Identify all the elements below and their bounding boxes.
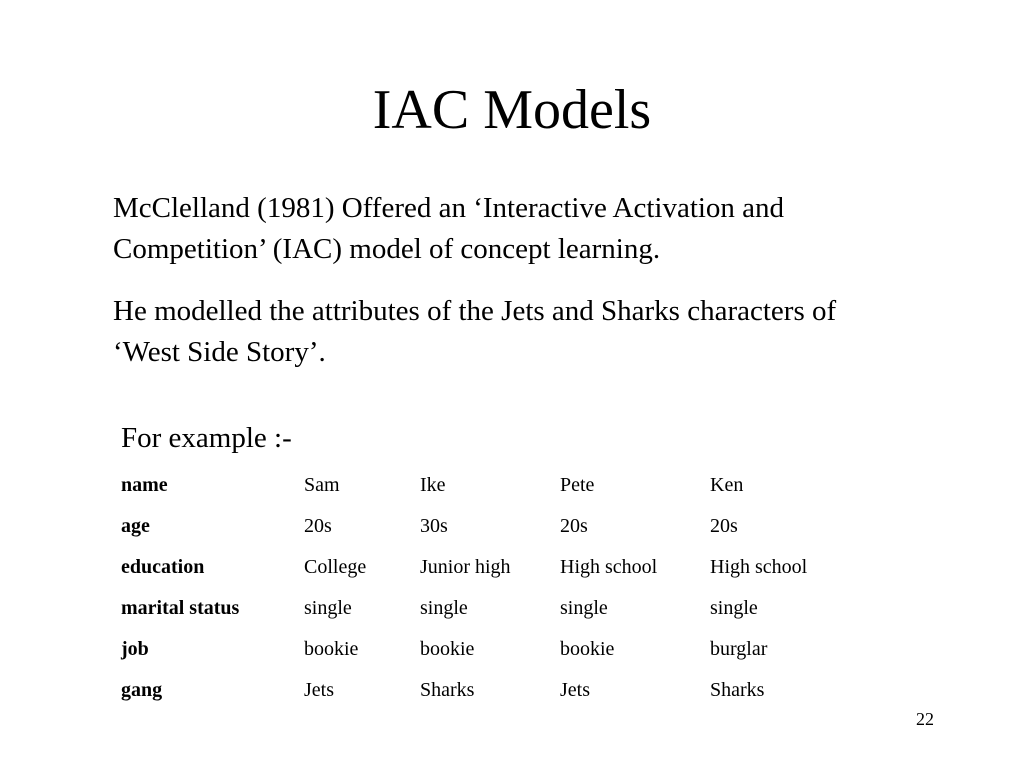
table-cell: 20s: [304, 515, 332, 537]
intro-paragraph: McClelland (1981) Offered an ‘Interactive Activation and Competition’ (IAC) model of concept learning.: [113, 192, 785, 265]
table-cell: single: [560, 597, 608, 619]
attribute-label: age: [121, 515, 150, 537]
table-row: [121, 670, 860, 711]
attribute-label: job: [121, 638, 149, 660]
table-cell: Ike: [420, 474, 446, 496]
table-row: [121, 629, 860, 670]
table-cell: 20s: [560, 515, 588, 537]
table-cell: bookie: [304, 638, 359, 660]
table-cell: Ken: [710, 474, 744, 496]
table-cell: Jets: [304, 679, 334, 701]
jets-sharks-paragraph: He modelled the attributes of the Jets and Sharks characters of ‘West Side Story’.: [113, 295, 837, 368]
page-number: 22: [916, 709, 934, 729]
table-cell: Sharks: [420, 679, 475, 701]
table-cell: 20s: [710, 515, 738, 537]
slide-title: IAC Models: [372, 79, 652, 141]
table-cell: bookie: [560, 638, 615, 660]
table-cell: College: [304, 556, 367, 578]
table-row: [121, 506, 860, 547]
table-cell: burglar: [710, 638, 768, 660]
example-label: For example :-: [121, 422, 292, 454]
table-cell: 30s: [420, 515, 448, 537]
table-cell: Sharks: [710, 679, 765, 701]
table-cell: High school: [560, 556, 658, 578]
attribute-label: gang: [121, 679, 163, 701]
attribute-label: education: [121, 556, 205, 578]
table-cell: Junior high: [420, 556, 511, 578]
table-cell: Jets: [560, 679, 590, 701]
table-row: [121, 547, 860, 588]
attributes-table: [121, 465, 860, 711]
table-row: [121, 588, 860, 629]
table-cell: single: [710, 597, 758, 619]
attribute-label: name: [121, 474, 168, 496]
table-cell: bookie: [420, 638, 475, 660]
table-cell: Pete: [560, 474, 595, 496]
table-cell: High school: [710, 556, 808, 578]
table-cell: Sam: [304, 474, 340, 496]
table-row: [121, 465, 860, 506]
attribute-label: marital status: [121, 597, 240, 619]
table-cell: single: [304, 597, 352, 619]
table-cell: single: [420, 597, 468, 619]
